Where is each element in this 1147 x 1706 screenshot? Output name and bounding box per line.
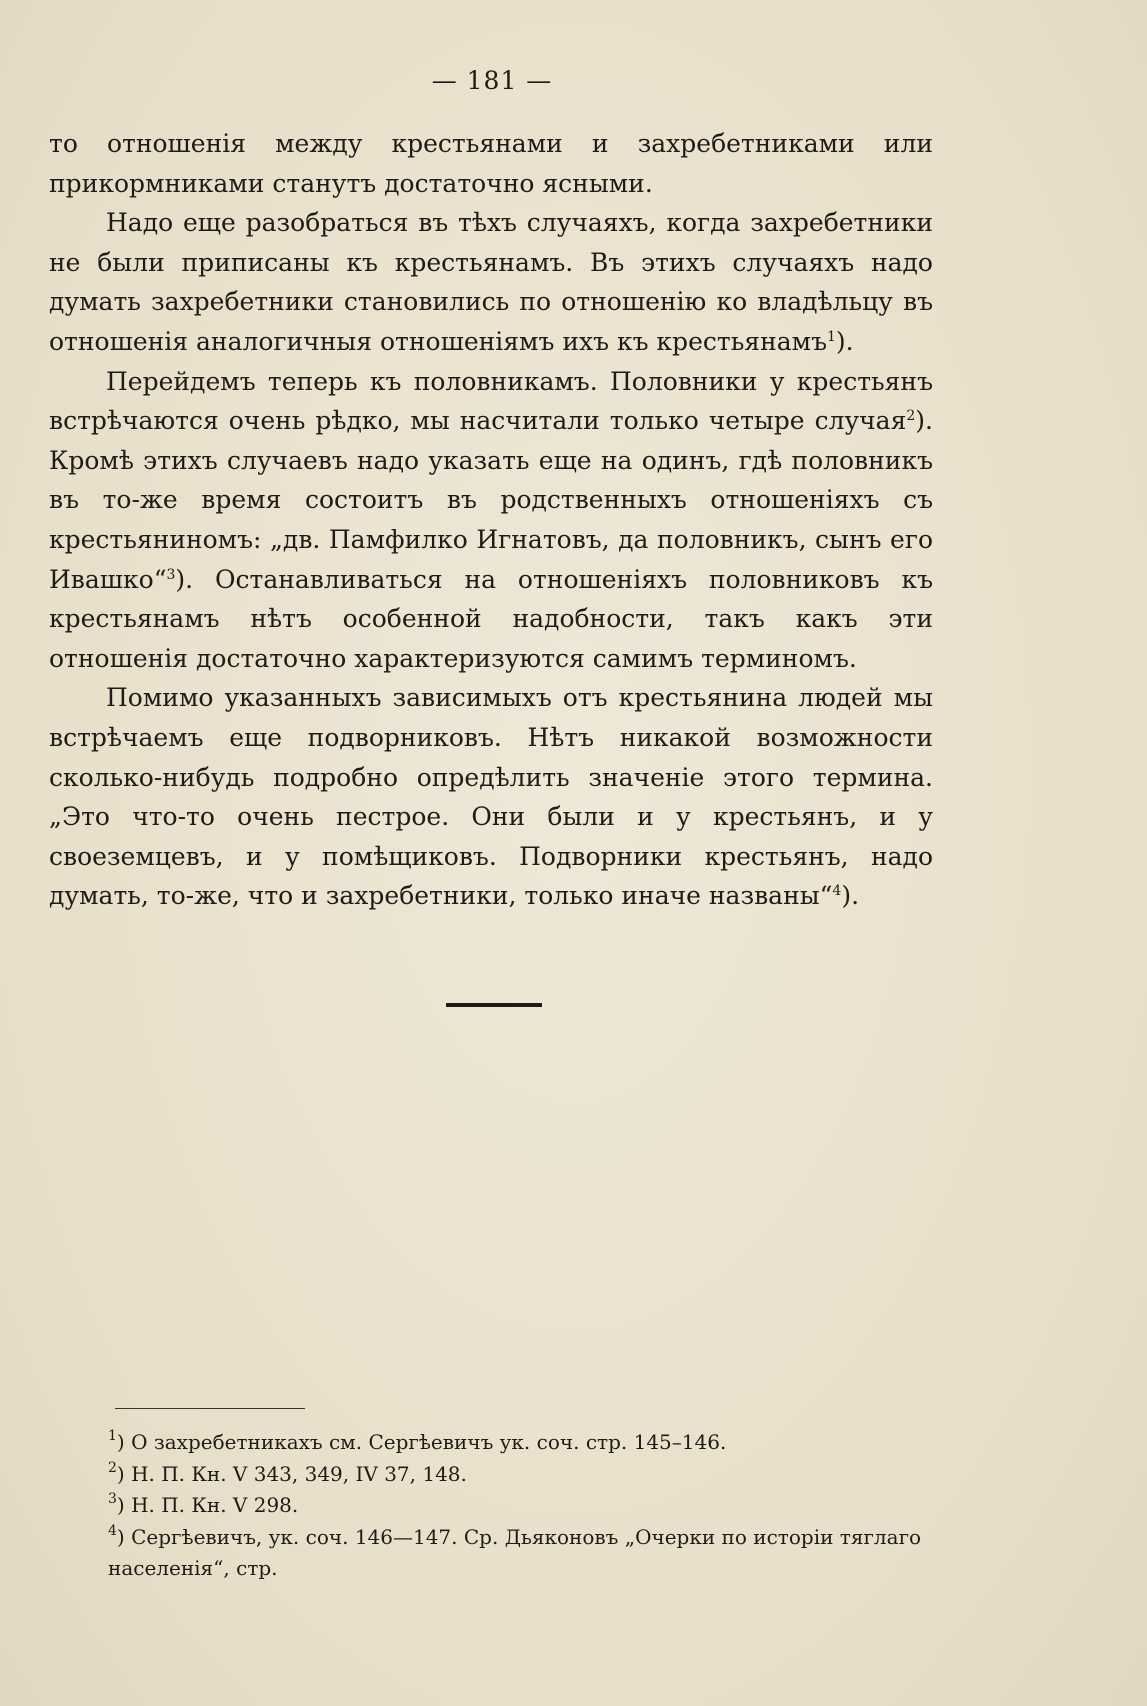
footnote-separator xyxy=(115,1408,305,1409)
footnote-text: ) Сергѣевичъ, ук. соч. 146—147. Ср. Дьяконовъ „Очерки по исторіи тяглаго населенія“, стр. xyxy=(108,1524,922,1580)
paragraph-text: ). xyxy=(841,881,860,911)
footnote-mark: 2 xyxy=(108,1459,117,1476)
paragraph-text: Помимо указанныхъ зависимыхъ отъ крестьянина людей мы встрѣчаемъ еще подворниковъ. Нѣтъ никакой возможности сколько-нибудь подробно опредѣлить значеніе этого термина. „Это что-то очень пестрое. Они были и у крестьянъ, и у своеземцевъ, и у помѣщиковъ. Подворники крестьянъ, надо думать, то-же, что и захребетники, только иначе названы“ xyxy=(49,683,933,911)
footnote-ref: 4 xyxy=(832,883,842,900)
footnote-ref: 3 xyxy=(166,566,176,583)
footnote-ref: 1 xyxy=(827,328,836,345)
footnote-mark: 3 xyxy=(108,1491,117,1507)
footnote-mark: 1 xyxy=(108,1428,117,1444)
footnote-text: ) Н. П. Кн. V 343, 349, IV 37, 148. xyxy=(116,1461,467,1486)
paragraph-text: Надо еще разобраться въ тѣхъ случаяхъ, когда захребетники не были приписаны къ крестьянамъ. Въ этихъ случаяхъ надо думать захребетники становились по отношенію ко владѣльцу въ отношенія аналогичныя отношеніямъ ихъ къ крестьянамъ xyxy=(49,208,933,356)
footnote xyxy=(108,1522,934,1585)
paragraph xyxy=(49,203,933,361)
paragraph-text: Перейдемъ теперь къ половникамъ. Половники у крестьянъ встрѣчаются очень рѣдко, мы насчитали только четыре случая xyxy=(49,366,933,436)
footnotes xyxy=(108,1427,934,1585)
footnote xyxy=(108,1427,934,1459)
paragraph-text: ). Останавливаться на отношеніяхъ половниковъ къ крестьянамъ нѣтъ особенной надобности, такъ какъ эти отношенія достаточно характеризуются самимъ терминомъ. xyxy=(49,564,933,673)
paragraph-text: ). xyxy=(835,326,854,356)
paragraph xyxy=(49,362,933,679)
footnote-text: ) Н. П. Кн. V 298. xyxy=(116,1493,299,1517)
section-divider xyxy=(446,1003,542,1007)
paragraph-text: ). Кромѣ этихъ случаевъ надо указать еще на одинъ, гдѣ половникъ въ то-же время состоитъ въ родственныхъ отношеніяхъ съ крестьяниномъ: „дв. Памфилко Игнатовъ, да половникъ, сынъ его Ивашко“ xyxy=(49,406,933,594)
page-number: — 181 — xyxy=(431,66,553,95)
footnote-text: ) О захребетникахъ см. Сергѣевичъ ук. соч. стр. 145–146. xyxy=(116,1430,727,1454)
footnote xyxy=(108,1490,934,1522)
body-text xyxy=(49,124,933,916)
paragraph xyxy=(49,678,933,916)
paragraph xyxy=(49,124,933,203)
paragraph-text: то отношенія между крестьянами и захребетниками или прикормниками станутъ достаточно ясными. xyxy=(49,129,933,198)
footnote-ref: 2 xyxy=(906,408,916,425)
footnote xyxy=(108,1459,934,1491)
footnote-mark: 4 xyxy=(108,1522,117,1539)
